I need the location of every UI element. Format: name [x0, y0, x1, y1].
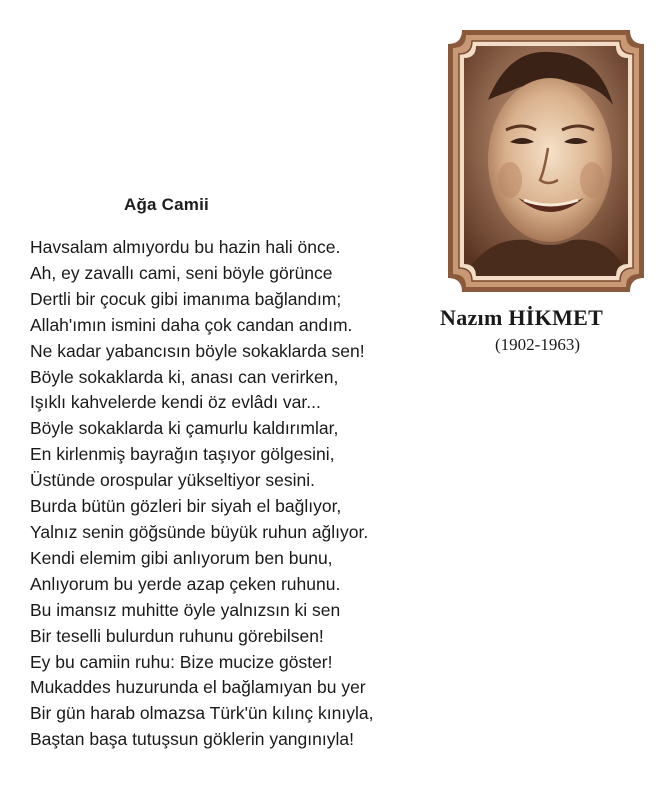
poem-line: Baştan başa tutuşsun göklerin yangınıyla! [30, 729, 354, 750]
poem-line: Ne kadar yabancısın böyle sokaklarda sen! [30, 340, 365, 361]
portrait-photo [464, 46, 628, 276]
poem-line: En kirlenmiş bayrağın taşıyor gölgesini, [30, 444, 335, 465]
poem-line: Kendi elemim gibi anlıyorum ben bunu, [30, 547, 333, 568]
poem-line: Mukaddes huzurunda el bağlamıyan bu yer [30, 677, 366, 698]
author-name: Nazım HİKMET [440, 305, 604, 330]
poem-line: Böyle sokaklarda ki çamurlu kaldırımlar, [30, 418, 339, 439]
poem-line: Yalnız senin göğsünde büyük ruhun ağlıyor. [30, 521, 369, 542]
poem-line: Allah'ımın ismini daha çok candan andım. [30, 314, 353, 335]
poem-line: Böyle sokaklarda ki, anası can verirken, [30, 366, 339, 387]
poem-line: Bir teselli bulurdun ruhunu görebilsen! [30, 625, 324, 646]
poem-title: Ağa Camii [124, 195, 209, 214]
poem-line: Bu imansız muhitte öyle yalnızsın ki sen [30, 599, 341, 620]
poem-line: Burda bütün gözleri bir siyah el bağlıyor, [30, 496, 342, 517]
poem-line: Havsalam almıyordu bu hazin hali önce. [30, 237, 341, 257]
poem-line: Işıklı kahvelerde kendi öz evlâdı var... [30, 392, 321, 413]
poem-line: Anlıyorum bu yerde azap çeken ruhunu. [30, 573, 341, 594]
poem-line: Ah, ey zavallı cami, seni böyle görünce [30, 262, 333, 283]
poem-line: Üstünde orospular yükseltiyor sesini. [30, 470, 315, 491]
author-portrait-frame [448, 30, 644, 292]
author-portrait [448, 30, 644, 292]
poem-body [30, 235, 373, 753]
poem-line: Bir gün harab olmazsa Türk'ün kılınç kınıyla, [30, 703, 374, 724]
poem-line: Ey bu camiin ruhu: Bize mucize göster! [30, 651, 333, 672]
author-years: (1902-1963) [495, 335, 580, 354]
poem-line: Dertli bir çocuk gibi imanıma bağlandım; [30, 288, 342, 309]
